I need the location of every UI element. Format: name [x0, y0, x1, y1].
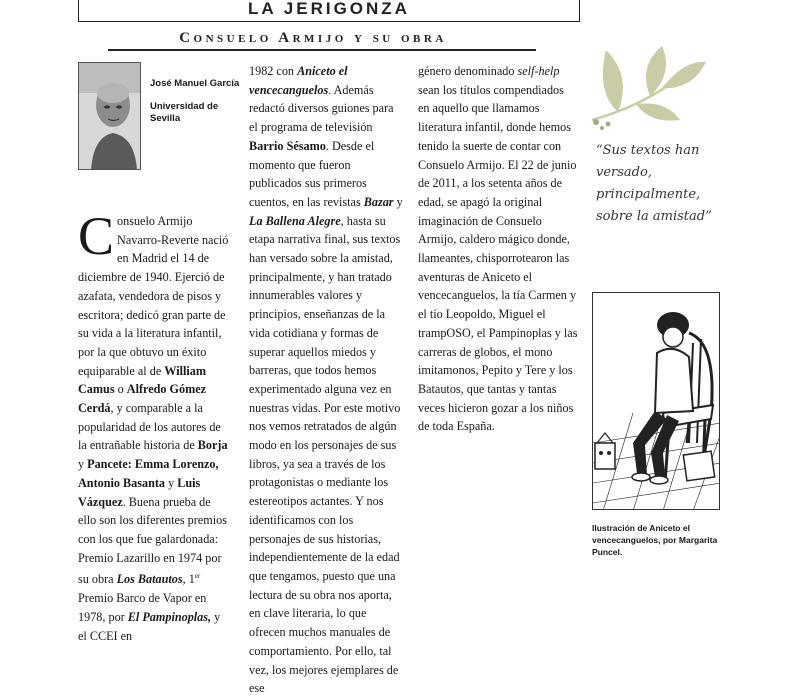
work-title: Barrio Sésamo — [249, 138, 326, 153]
person-name: Borja — [197, 438, 228, 453]
work-title: Los Batautos — [116, 572, 183, 587]
text-run: , 1 — [182, 572, 195, 587]
work-title: El Pampinoplas, — [127, 609, 212, 624]
pull-quote: “Sus textos han versado, principalmente, sobre la amistad” — [596, 143, 712, 224]
text-run: y — [393, 194, 403, 209]
text-run: o — [114, 382, 127, 397]
text-run: y — [165, 475, 178, 490]
text-run: género denominado — [418, 64, 518, 78]
superscript: er — [194, 572, 201, 581]
title-underline — [108, 49, 536, 51]
text-run: 1982 con — [249, 64, 298, 78]
text-run: Premio Barco de Vapor en 1978, por — [78, 591, 207, 624]
author-photo — [78, 62, 141, 170]
author-name: José Manuel García — [150, 78, 240, 89]
section-header-box — [78, 0, 580, 22]
author-byline — [150, 78, 240, 125]
text-run: . Desde el momento que fueron publicados sus primeros cuentos, en las revistas — [249, 138, 375, 209]
text-run: , y comparable a la popularidad de los autores de la entrañable historia de — [78, 401, 221, 453]
text-run: . Buena prueba de ello son los diferentes premios con los que fue galardonada: Premio Lazarillo en 1974 por su obra — [78, 494, 227, 587]
person-name: Luis Vázquez — [78, 475, 201, 509]
text-run: , hasta su etapa narrativa final, sus textos han versado sobre la amistad, principalmente, y han tratado innumerables valores y principios, enseñanzas de la vida cotidiana y formas de superar aquellos miedos y barreras, que todos hemos experimentado alguna vez en nuestras vidas. Por este motivo nos vemos retratados de algún modo en los personajes de sus libros, ya sea a través de los protagonistas o mediante los estereotipos actantes. Y nos identificamos con los personajes de sus historias, independientemente de la edad que tengamos, puesto que una lectura de su obra nos aporta, en clave literaria, lo que ofrecen muchos manuales de comportamiento. Por ello, tal vez, los mejores ejemplares de ese — [249, 213, 401, 696]
author-affiliation: Universidad de Sevilla — [150, 101, 219, 124]
aniceto-illustration — [592, 292, 720, 510]
article-column-3 — [418, 62, 578, 436]
person-name: William Camus — [78, 363, 207, 397]
article-title — [78, 30, 548, 47]
article-title-text: Consuelo Armijo y su obra — [179, 30, 447, 46]
article-column-2 — [249, 62, 404, 698]
work-title: La Ballena Alegre — [249, 213, 341, 228]
article-column-1 — [78, 206, 230, 645]
foreign-term: self-help — [517, 64, 560, 78]
text-run: y el CCEI en — [78, 609, 221, 643]
drop-cap: C — [78, 206, 115, 266]
text-run: sean los títulos compendiados en aquello que llamamos literatura infantil, donde hemos tenido la suerte de contar con Consuelo Armijo. El 22 de junio de 2011, a los setenta años de edad, se apagó la original imaginación de Consuelo Armijo, caldero mágico donde, llameantes, chisporrotearon las aventuras de Aniceto el vencecanguelos, la tía Carmen y el tío Leopoldo, Miguel el trampOSO, el Pampinoplas y las carreras de globos, el mono imitamonos, Pepito y Tere y los Batautos, que tantas y tantas veces hicieron gozar a los niños de toda España. — [418, 82, 578, 434]
work-title: Aniceto el vencecanguelos — [249, 64, 348, 97]
text-run: . Además redactó diversos guiones para el programa de televisión — [249, 82, 394, 135]
leaf-branch-decoration — [588, 40, 708, 130]
illustration-caption: Ilustración de Aniceto el vencecanguelos, por Margarita Puncel. — [592, 523, 718, 557]
text-run: y — [78, 457, 88, 472]
person-name: Alfredo Gómez Cerdá — [78, 382, 207, 416]
section-title: LA JERIGONZA — [248, 0, 410, 18]
person-name: Pancete: Emma Lorenzo, Antonio Basanta — [78, 457, 219, 490]
work-title: Bazar — [363, 194, 394, 209]
text-run: onsuelo Armijo Navarro-Reverte nació en Madrid el 14 de diciembre de 1940. Ejerció de azafata, vendedora de pisos y escritora; dedicó gran parte de su vida a la literatura infantil, por la que obtuvo un éxito equiparable al de — [78, 214, 229, 378]
